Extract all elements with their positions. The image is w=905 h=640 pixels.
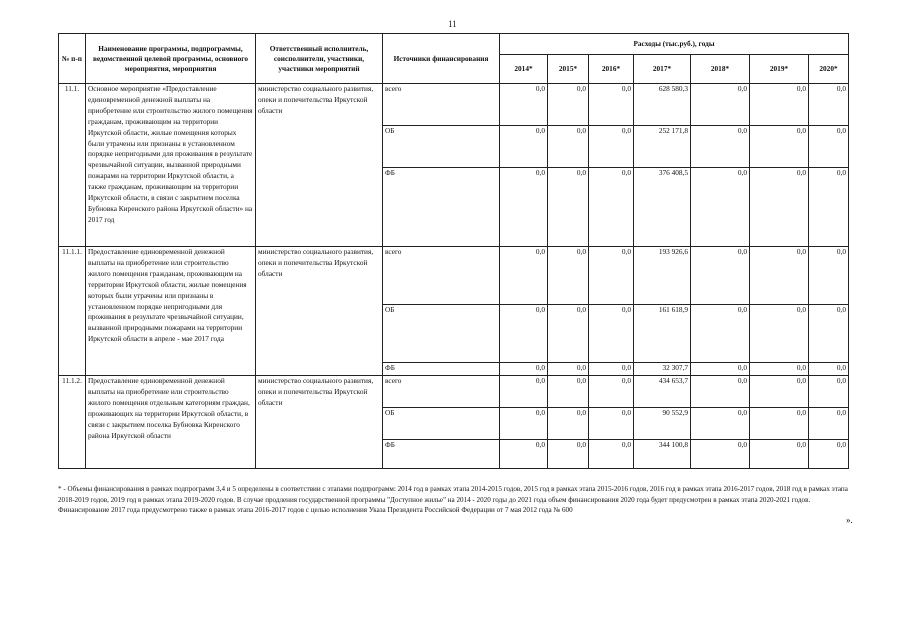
header-expenses: Расходы (тыс.руб.), годы [500,34,849,55]
header-num: № п-п [59,34,86,84]
source-label: ОБ [383,305,500,363]
row-number: 11.1.2. [59,376,86,469]
row-name: Основное мероприятие «Предоставление единовременной денежной выплаты на приобретение или строительство жилого помещения гражданам, проживающим на территории Иркутской области, жилые помещения которых были утрачены или признаны в установленном порядке непригодными для проживания в результате чрезвычайной ситуации, вызванной природными пожарами на территории Иркутской области, а также гражданам, проживающим на территории Иркутской области, в связи с закрытием поселка Бубновка Киренского района Иркутской области» на 2017 год [86,84,256,247]
value-cell: 252 171,8 [634,126,691,168]
value-cell: 0,0 [750,376,809,408]
value-cell: 0,0 [809,247,849,305]
closing-quote-mark: ». [846,515,853,525]
value-cell: 193 926,6 [634,247,691,305]
value-cell: 0,0 [691,440,750,469]
header-executor: Ответственный исполнитель, соисполнители, участники, участники мероприятий [256,34,383,84]
value-cell: 0,0 [750,305,809,363]
source-label: всего [383,247,500,305]
value-cell: 0,0 [691,126,750,168]
value-cell: 628 580,3 [634,84,691,126]
header-year: 2017* [634,55,691,84]
value-cell: 0,0 [750,440,809,469]
value-cell: 0,0 [691,363,750,376]
value-cell: 32 307,7 [634,363,691,376]
footnote-stages: * - Объемы финансирования в рамках подпрограмм 3,4 и 5 определены в соответствии с этапами подпрограмм: 2014 год в рамках этапа 2014-2015 годов, 2015 год в рамках этапа 2015-2016 годов, 2016 год в рамках этапа 2016-2017 годов, 2018 год в рамках этапа 2018-2019 годов, 2019 год в рамках этапа 2019-2020 годов. В случае продления государственной программы "Доступное жилье" на 2014 - 2020 годы до 2021 года объем финансирования 2020 года будет предусмотрен в рамках этапа 2020-2021 годов. [58,485,848,504]
value-cell: 0,0 [548,305,589,363]
value-cell: 0,0 [500,168,548,247]
source-label: ФБ [383,168,500,247]
source-label: ФБ [383,363,500,376]
value-cell: 0,0 [691,247,750,305]
source-label: ОБ [383,126,500,168]
header-year: 2020* [809,55,849,84]
value-cell: 344 100,8 [634,440,691,469]
value-cell: 0,0 [548,376,589,408]
value-cell: 0,0 [691,84,750,126]
source-label: ОБ [383,408,500,440]
row-executor: министерство социального развития, опеки и попечительства Иркутской области [256,84,383,247]
value-cell: 0,0 [548,440,589,469]
value-cell: 0,0 [500,376,548,408]
value-cell: 0,0 [589,168,634,247]
source-label: всего [383,376,500,408]
row-executor: министерство социального развития, опеки и попечительства Иркутской области [256,247,383,376]
value-cell: 0,0 [548,408,589,440]
value-cell: 0,0 [809,126,849,168]
value-cell: 0,0 [750,168,809,247]
value-cell: 0,0 [500,363,548,376]
value-cell: 0,0 [750,408,809,440]
value-cell: 0,0 [691,168,750,247]
value-cell: 0,0 [548,84,589,126]
value-cell: 0,0 [589,126,634,168]
header-year: 2015* [548,55,589,84]
footnote-decree: Финансирование 2017 года предусмотрено также в рамках этапа 2016-2017 годов с целью исполнения Указа Президента Российской Федерации от 7 мая 2012 года № 600 [58,506,573,514]
row-number: 11.1.1. [59,247,86,376]
value-cell: 0,0 [500,305,548,363]
value-cell: 0,0 [589,247,634,305]
value-cell: 0,0 [500,440,548,469]
value-cell: 0,0 [548,363,589,376]
row-name: Предоставление единовременной денежной выплаты на приобретение или строительство жилого помещения гражданам, проживающим на территории Иркутской области, жилые помещения которых были утрачены или признаны в установленном порядке непригодными для проживания в результате чрезвычайной ситуации, вызванной природными пожарами на территории Иркутской области в апреле - мае 2017 года [86,247,256,376]
value-cell: 0,0 [548,247,589,305]
budget-table [58,33,849,469]
value-cell: 434 653,7 [634,376,691,408]
value-cell: 0,0 [500,84,548,126]
value-cell: 0,0 [809,376,849,408]
value-cell: 0,0 [548,126,589,168]
value-cell: 0,0 [691,305,750,363]
table-row [59,84,849,126]
row-name: Предоставление единовременной денежной выплаты на приобретение или строительство жилого помещения отдельным категориям граждан, проживающих на территории Иркутской области, в связи с закрытием поселка Бубновка Киренского района Иркутской области [86,376,256,469]
value-cell: 0,0 [750,84,809,126]
value-cell: 0,0 [589,305,634,363]
value-cell: 0,0 [750,126,809,168]
value-cell: 376 408,5 [634,168,691,247]
value-cell: 0,0 [691,376,750,408]
footnotes [58,484,848,516]
value-cell: 0,0 [691,408,750,440]
value-cell: 0,0 [750,247,809,305]
table-row [59,376,849,408]
header-year: 2016* [589,55,634,84]
value-cell: 0,0 [500,408,548,440]
header-source: Источники финансирования [383,34,500,84]
header-year: 2018* [691,55,750,84]
row-number: 11.1. [59,84,86,247]
source-label: всего [383,84,500,126]
value-cell: 0,0 [809,168,849,247]
table-row [59,247,849,305]
value-cell: 0,0 [500,247,548,305]
value-cell: 0,0 [589,84,634,126]
value-cell: 0,0 [589,408,634,440]
source-label: ФБ [383,440,500,469]
value-cell: 90 552,9 [634,408,691,440]
page-number: 11 [448,19,457,29]
header-year: 2014* [500,55,548,84]
header-year: 2019* [750,55,809,84]
value-cell: 0,0 [589,376,634,408]
value-cell: 0,0 [809,84,849,126]
value-cell: 0,0 [809,408,849,440]
row-executor: министерство социального развития, опеки и попечительства Иркутской области [256,376,383,469]
value-cell: 0,0 [809,363,849,376]
value-cell: 0,0 [750,363,809,376]
value-cell: 161 618,9 [634,305,691,363]
value-cell: 0,0 [809,440,849,469]
value-cell: 0,0 [500,126,548,168]
value-cell: 0,0 [589,440,634,469]
value-cell: 0,0 [809,305,849,363]
header-name: Наименование программы, подпрограммы, ведомственной целевой программы, основного мероприятия, мероприятия [86,34,256,84]
value-cell: 0,0 [548,168,589,247]
value-cell: 0,0 [589,363,634,376]
